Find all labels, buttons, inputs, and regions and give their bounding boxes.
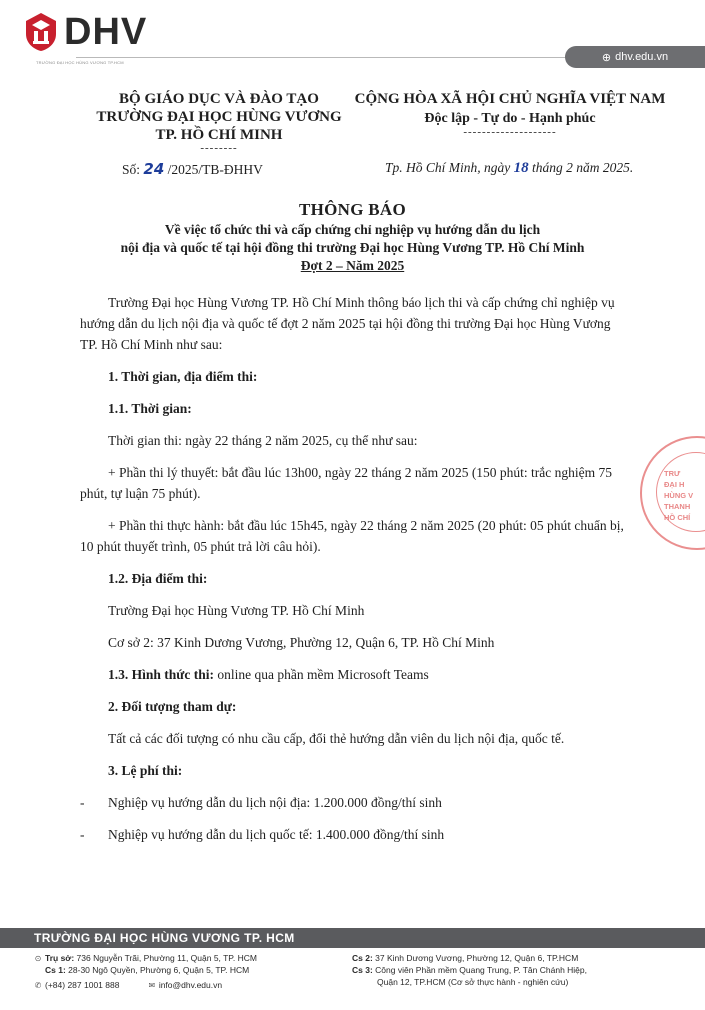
shield-logo-icon (24, 12, 58, 52)
phone-icon: ✆ (34, 981, 42, 990)
exam-place-1: Trường Đại học Hùng Vương TP. Hồ Chí Minh (108, 603, 365, 618)
list-item (80, 792, 630, 813)
fee-domestic: Nghiệp vụ hướng dẫn du lịch nội địa: 1.200.000 đồng/thí sinh (108, 795, 442, 810)
seal-line-5: HỒ CHÍ (664, 513, 691, 522)
website-badge[interactable] (565, 46, 705, 68)
exam-place-2: Cơ sở 2: 37 Kinh Dương Vương, Phường 12, Quận 6, TP. Hồ Chí Minh (108, 635, 495, 650)
document-body (80, 292, 630, 845)
logo-tagline: TRƯỜNG ĐẠI HỌC HÙNG VƯƠNG TP.HCM (36, 60, 124, 65)
subtitle-line-2: nội địa và quốc tế tại hội đồng thi trường Đại học Hùng Vương TP. Hồ Chí Minh (120, 240, 585, 255)
national-name: CỘNG HÒA XÃ HỘI CHỦ NGHĨA VIỆT NAM (354, 91, 666, 107)
list-item (80, 824, 630, 845)
document-subtitle (80, 221, 625, 275)
footer-cs3-address (352, 964, 587, 976)
university-name: TRƯỜNG ĐẠI HỌC HÙNG VƯƠNG (96, 109, 342, 125)
cs3-label: Cs 3: (352, 965, 373, 975)
cs1-value: 28-30 Ngô Quyền, Phường 6, Quận 5, TP. HCM (65, 965, 250, 975)
university-city: TP. HỒ CHÍ MINH (155, 127, 283, 143)
document-date (385, 160, 633, 177)
logo-wordmark: DHV (64, 11, 148, 53)
document-number-prefix: Số: (122, 162, 141, 177)
bullet-dash: - (80, 827, 85, 842)
section-1-1-heading: 1.1. Thời gian: (108, 401, 192, 416)
fee-international: Nghiệp vụ hướng dẫn du lịch quốc tế: 1.400.000 đồng/thí sinh (108, 827, 445, 842)
document-number (122, 160, 263, 178)
seal-line-4: THANH (664, 502, 691, 511)
issuer-block (84, 90, 354, 152)
motto-divider: -------------------- (463, 126, 557, 138)
issuer-divider: -------- (200, 142, 238, 154)
section-3-heading: 3. Lệ phí thi: (108, 763, 183, 778)
cs3-value: Công viên Phần mềm Quang Trung, P. Tân Chánh Hiệp, (372, 965, 588, 975)
date-day-handwritten: 18 (513, 160, 529, 176)
document-number-suffix: /2025/TB-ĐHHV (167, 162, 263, 177)
red-seal-text (664, 468, 693, 523)
footer-cs3-address-line2: Quận 12, TP.HCM (Cơ sở thực hành - nghiên cứu) (377, 977, 569, 987)
cs2-label: Cs 2: (352, 953, 373, 963)
footer-cs2-address (352, 952, 578, 964)
footer-title-bar: TRƯỜNG ĐẠI HỌC HÙNG VƯƠNG TP. HCM (0, 928, 705, 948)
seal-line-3: HÙNG V (664, 491, 694, 500)
mail-icon: ✉ (148, 981, 156, 990)
globe-icon: ⊕ (601, 51, 612, 64)
email-link[interactable]: info@dhv.edu.vn (158, 980, 223, 990)
dhv-logo (24, 12, 147, 52)
section-1-heading: 1. Thời gian, địa điểm thi: (108, 369, 258, 384)
exam-format: online qua phần mềm Microsoft Teams (214, 667, 429, 682)
ministry-name: BỘ GIÁO DỤC VÀ ĐÀO TẠO (119, 91, 319, 107)
section-2-heading: 2. Đối tượng tham dự: (108, 699, 237, 714)
theory-exam-item: + Phần thi lý thuyết: bắt đầu lúc 13h00, ngày 22 tháng 2 năm 2025 (150 phút: trắc nghiệm 75 phút, tự luận 75 phút). (80, 465, 613, 501)
document-number-handwritten: 24 (143, 160, 165, 178)
hq-label: Trụ sở: (45, 953, 75, 963)
practical-exam-item: + Phần thi thực hành: bắt đầu lúc 15h45, ngày 22 tháng 2 năm 2025 (20 phút: 05 phút chuẩn bị, 10 phút thuyết trình, 05 phút trả lời câu hỏi). (80, 518, 624, 554)
cs1-label: Cs 1: (45, 965, 66, 975)
section-1-3-heading: 1.3. Hình thức thi: (108, 667, 214, 682)
seal-line-1: TRƯ (664, 469, 681, 478)
subtitle-line-1: Về việc tổ chức thi và cấp chứng chỉ nghiệp vụ hướng dẫn du lịch (164, 222, 541, 237)
cs2-value: 37 Kinh Dương Vương, Phường 12, Quận 6, TP.HCM (372, 953, 579, 963)
location-pin-icon: ⊙ (34, 954, 42, 963)
footer-cs1-address (45, 964, 249, 976)
website-link[interactable]: dhv.edu.vn (615, 51, 669, 63)
bullet-dash: - (80, 795, 85, 810)
national-motto: Độc lập - Tự do - Hạnh phúc (424, 111, 596, 126)
exam-time-intro: Thời gian thi: ngày 22 tháng 2 năm 2025, cụ thể như sau: (108, 433, 418, 448)
date-suffix: tháng 2 năm 2025. (532, 160, 634, 175)
intro-paragraph: Trường Đại học Hùng Vương TP. Hồ Chí Minh thông báo lịch thi và cấp chứng chỉ nghiệp vụ hướng dẫn du lịch nội địa và quốc tế đợt 2 năm 2025 tại hội đồng thi trường Đại học Hùng Vương TP. Hồ Chí Minh như sau: (80, 295, 615, 352)
date-prefix: Tp. Hồ Chí Minh, ngày (385, 160, 511, 175)
hq-value: 736 Nguyễn Trãi, Phường 11, Quận 5, TP. HCM (74, 953, 257, 963)
section-1-3-line (80, 664, 630, 685)
national-motto-block (348, 90, 672, 136)
subtitle-line-3: Đợt 2 – Năm 2025 (300, 258, 405, 273)
document-title: THÔNG BÁO (298, 200, 407, 219)
seal-line-2: ĐẠI H (664, 480, 685, 489)
section-1-2-heading: 1.2. Địa điểm thi: (108, 571, 208, 586)
audience-paragraph: Tất cả các đối tượng có nhu cầu cấp, đổi thẻ hướng dẫn viên du lịch nội địa, quốc tế. (108, 731, 565, 746)
phone-number[interactable]: (+84) 287 1001 888 (45, 980, 120, 990)
footer-contact (34, 979, 222, 992)
